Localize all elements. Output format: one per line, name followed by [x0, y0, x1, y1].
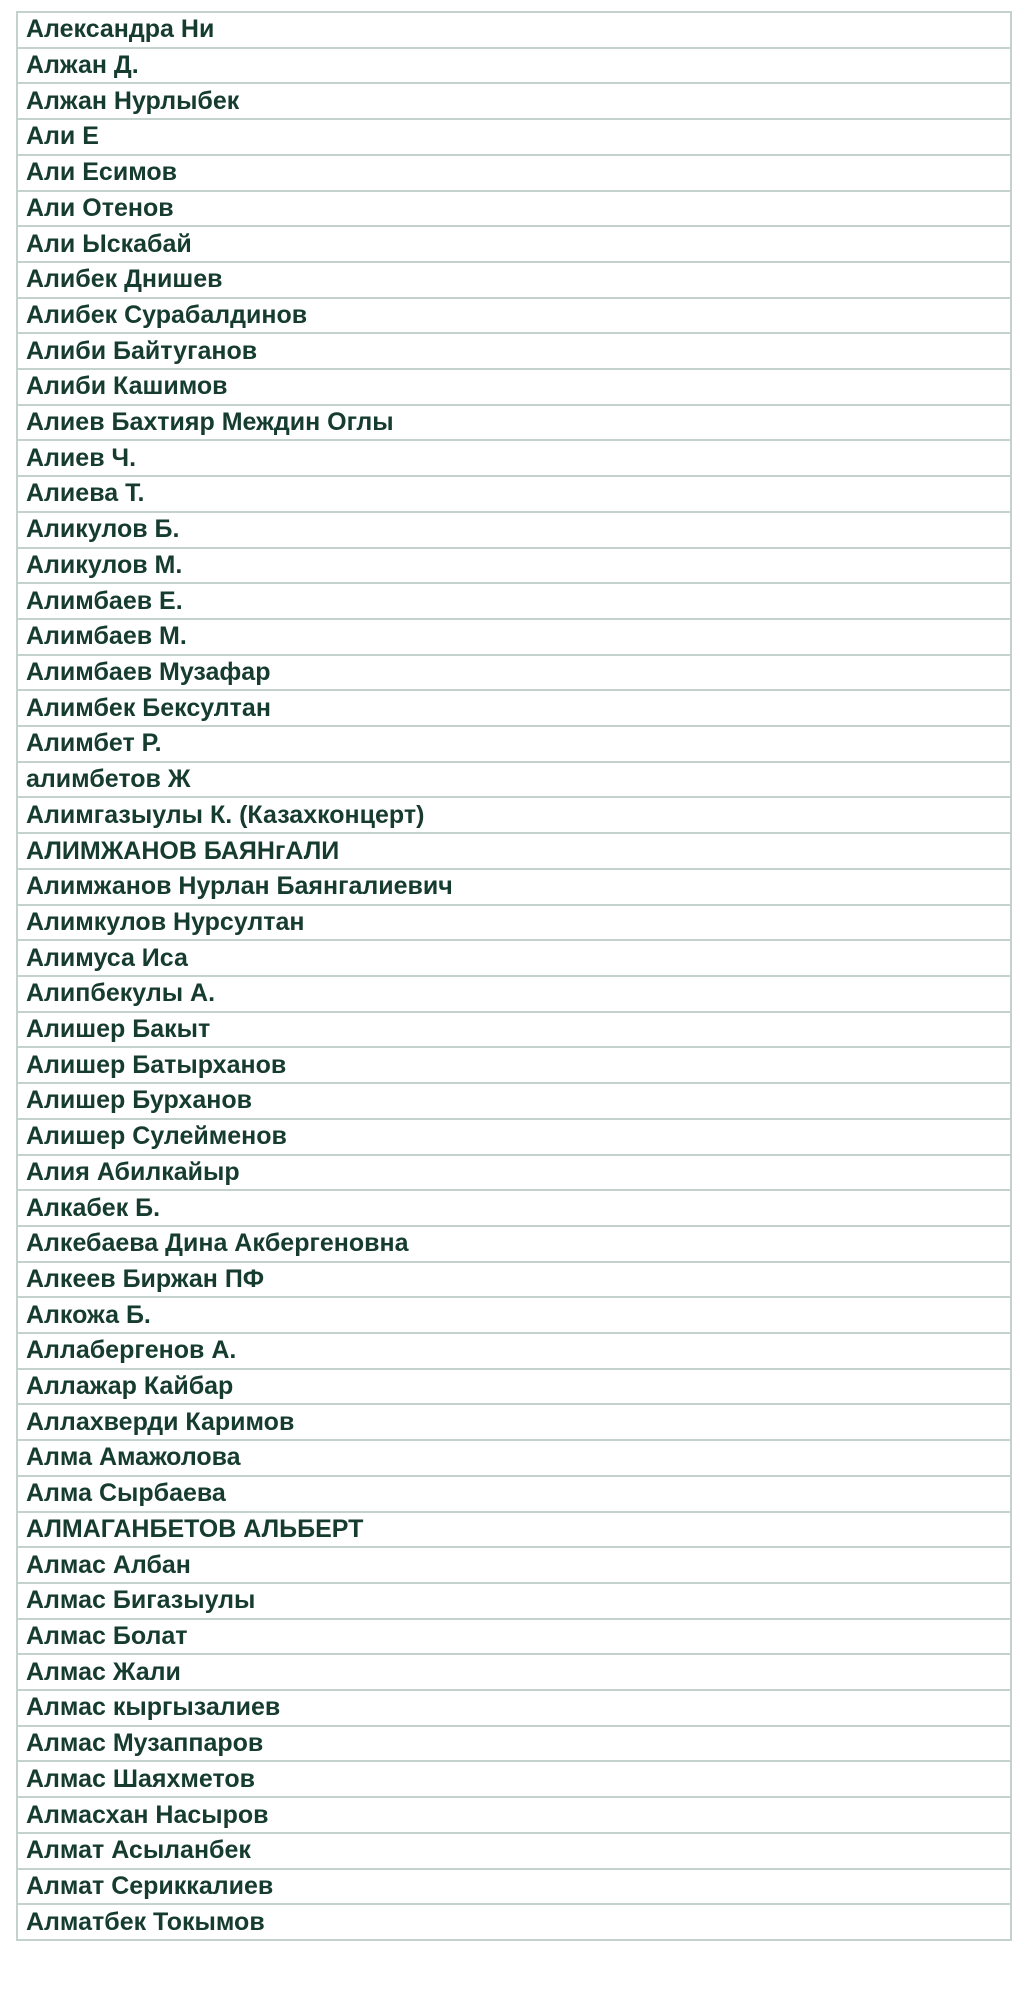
- name-cell: Алимкулов Нурсултан: [17, 905, 1011, 941]
- name-cell: Алжан Д.: [17, 48, 1011, 84]
- names-table-body: [17, 12, 1011, 1940]
- table-row: [17, 905, 1011, 941]
- table-row: [17, 1476, 1011, 1512]
- names-table: [16, 11, 1012, 1941]
- name-cell: Алжан Нурлыбек: [17, 83, 1011, 119]
- name-cell: Алишер Сулейменов: [17, 1119, 1011, 1155]
- name-cell: Али Отенов: [17, 191, 1011, 227]
- table-row: [17, 1833, 1011, 1869]
- table-row: [17, 12, 1011, 48]
- table-row: [17, 1869, 1011, 1905]
- table-row: [17, 405, 1011, 441]
- table-row: [17, 1297, 1011, 1333]
- table-row: [17, 1440, 1011, 1476]
- table-row: [17, 1369, 1011, 1405]
- name-cell: Алиева Т.: [17, 476, 1011, 512]
- table-row: [17, 797, 1011, 833]
- name-cell: Алия Абилкайыр: [17, 1155, 1011, 1191]
- table-row: [17, 1547, 1011, 1583]
- name-cell: Алибек Днишев: [17, 262, 1011, 298]
- name-cell: Алмас Болат: [17, 1619, 1011, 1655]
- name-cell: алимбетов Ж: [17, 762, 1011, 798]
- table-row: [17, 1761, 1011, 1797]
- name-cell: Алимбаев Е.: [17, 583, 1011, 619]
- table-row: [17, 1226, 1011, 1262]
- table-row: [17, 440, 1011, 476]
- name-cell: Алишер Бакыт: [17, 1012, 1011, 1048]
- table-row: [17, 155, 1011, 191]
- table-row: [17, 1583, 1011, 1619]
- name-cell: Алмас Шаяхметов: [17, 1761, 1011, 1797]
- table-row: [17, 333, 1011, 369]
- name-cell: Алкабек Б.: [17, 1190, 1011, 1226]
- name-cell: Али Е: [17, 119, 1011, 155]
- table-row: [17, 1155, 1011, 1191]
- name-cell: Аллабергенов А.: [17, 1333, 1011, 1369]
- name-cell: Алимбаев М.: [17, 619, 1011, 655]
- table-row: [17, 583, 1011, 619]
- table-row: [17, 548, 1011, 584]
- name-cell: Алишер Батырханов: [17, 1047, 1011, 1083]
- table-row: [17, 726, 1011, 762]
- name-cell: Алмас кыргызалиев: [17, 1690, 1011, 1726]
- name-cell: Алмас Бигазыулы: [17, 1583, 1011, 1619]
- table-row: [17, 1797, 1011, 1833]
- table-row: [17, 298, 1011, 334]
- name-cell: Алиев Ч.: [17, 440, 1011, 476]
- table-row: [17, 1333, 1011, 1369]
- table-row: [17, 619, 1011, 655]
- name-cell: Али Ыскабай: [17, 226, 1011, 262]
- name-cell: Алимбаев Музафар: [17, 655, 1011, 691]
- table-row: [17, 1726, 1011, 1762]
- table-row: [17, 83, 1011, 119]
- table-row: [17, 476, 1011, 512]
- table-row: [17, 226, 1011, 262]
- name-cell: АЛМАГАНБЕТОВ АЛЬБЕРТ: [17, 1512, 1011, 1548]
- name-cell: Алмасхан Насыров: [17, 1797, 1011, 1833]
- name-cell: Алипбекулы А.: [17, 976, 1011, 1012]
- table-row: [17, 191, 1011, 227]
- name-cell: Аллажар Кайбар: [17, 1369, 1011, 1405]
- table-row: [17, 1262, 1011, 1298]
- name-cell: Алмат Асыланбек: [17, 1833, 1011, 1869]
- table-row: [17, 869, 1011, 905]
- table-row: [17, 833, 1011, 869]
- table-row: [17, 1690, 1011, 1726]
- name-cell: Алматбек Токымов: [17, 1904, 1011, 1940]
- name-cell: Аликулов М.: [17, 548, 1011, 584]
- table-row: [17, 1190, 1011, 1226]
- table-row: [17, 1512, 1011, 1548]
- table-row: [17, 48, 1011, 84]
- name-cell: Али Есимов: [17, 155, 1011, 191]
- table-row: [17, 512, 1011, 548]
- name-cell: Алимбек Бексултан: [17, 690, 1011, 726]
- name-cell: Александра Ни: [17, 12, 1011, 48]
- name-cell: Аллахверди Каримов: [17, 1404, 1011, 1440]
- name-cell: Алмас Жали: [17, 1654, 1011, 1690]
- table-row: [17, 369, 1011, 405]
- table-row: [17, 1083, 1011, 1119]
- name-cell: АЛИМЖАНОВ БАЯНгАЛИ: [17, 833, 1011, 869]
- table-row: [17, 976, 1011, 1012]
- table-row: [17, 1904, 1011, 1940]
- table-row: [17, 1404, 1011, 1440]
- name-cell: Алма Сырбаева: [17, 1476, 1011, 1512]
- name-cell: Алиби Кашимов: [17, 369, 1011, 405]
- name-cell: Алиби Байтуганов: [17, 333, 1011, 369]
- table-row: [17, 655, 1011, 691]
- name-cell: Алиев Бахтияр Междин Оглы: [17, 405, 1011, 441]
- name-cell: Алибек Сурабалдинов: [17, 298, 1011, 334]
- name-cell: Алимгазыулы К. (Казахконцерт): [17, 797, 1011, 833]
- name-cell: Алмас Албан: [17, 1547, 1011, 1583]
- table-row: [17, 1047, 1011, 1083]
- name-cell: Алкеев Биржан ПФ: [17, 1262, 1011, 1298]
- name-cell: Алишер Бурханов: [17, 1083, 1011, 1119]
- table-row: [17, 1119, 1011, 1155]
- table-row: [17, 1654, 1011, 1690]
- name-cell: Алкебаева Дина Акбергеновна: [17, 1226, 1011, 1262]
- name-cell: Алмас Музаппаров: [17, 1726, 1011, 1762]
- table-row: [17, 940, 1011, 976]
- table-row: [17, 1619, 1011, 1655]
- name-cell: Алимжанов Нурлан Баянгалиевич: [17, 869, 1011, 905]
- name-cell: Алкожа Б.: [17, 1297, 1011, 1333]
- table-row: [17, 690, 1011, 726]
- table-row: [17, 762, 1011, 798]
- name-cell: Алимбет Р.: [17, 726, 1011, 762]
- table-row: [17, 119, 1011, 155]
- name-cell: Алимуса Иса: [17, 940, 1011, 976]
- name-cell: Алма Амажолова: [17, 1440, 1011, 1476]
- table-row: [17, 262, 1011, 298]
- name-cell: Аликулов Б.: [17, 512, 1011, 548]
- name-cell: Алмат Сериккалиев: [17, 1869, 1011, 1905]
- table-row: [17, 1012, 1011, 1048]
